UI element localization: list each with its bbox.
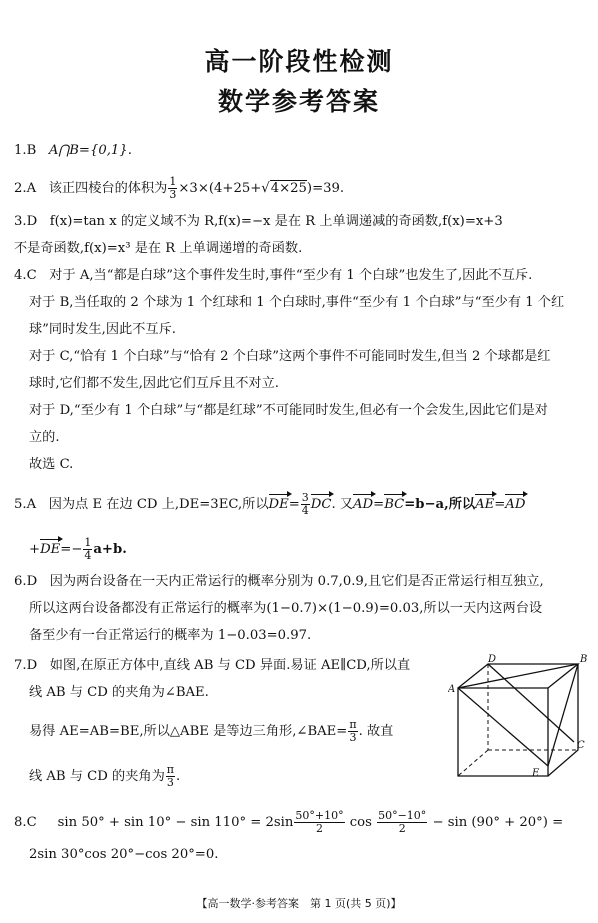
answer-4-line-7: 立的. <box>29 430 60 445</box>
answer-2-text-mid: ×3×(4+25+ <box>178 181 262 196</box>
answer-2-text-post: )=39. <box>306 181 345 196</box>
label-E: E <box>532 768 540 779</box>
fraction-denominator: 3 <box>166 776 174 789</box>
answer-6-line-3: 备至少有一台正常运行的概率为 1−0.03=0.97. <box>29 628 312 643</box>
answer-7-text-4: 线 AB 与 CD 的夹角为 <box>29 769 165 784</box>
fraction-numerator: 50°+10° <box>295 809 344 822</box>
answer-5-number: 5.A <box>14 497 37 512</box>
vector-AD-2: AD <box>505 497 526 512</box>
plus: + <box>29 542 41 557</box>
answer-2-text-pre: 该正四棱台的体积为 <box>48 181 168 196</box>
edge-DC <box>488 664 574 742</box>
fraction-numerator: π <box>349 718 357 731</box>
label-B: B <box>580 654 588 665</box>
fraction-denominator: 4 <box>301 504 309 517</box>
fraction-denominator: 3 <box>169 188 177 201</box>
answer-6-text: 因为两台设备在一天内正常运行的概率分别为 0.7,0.9,且它们是否正常运行相互独立, <box>49 574 544 589</box>
fraction-denominator: 2 <box>398 822 406 835</box>
answer-1-number: 1.B <box>14 143 37 158</box>
fraction-numerator: 1 <box>169 175 177 188</box>
edge-AB <box>458 664 578 688</box>
fraction <box>294 810 344 835</box>
answer-4-line-1 <box>14 267 532 285</box>
cube-figure <box>448 652 588 782</box>
answer-4-number: 4.C <box>14 268 37 283</box>
fraction-denominator: 3 <box>349 731 357 744</box>
page-subtitle: 数学参考答案 <box>217 87 380 116</box>
answer-5-text: 因为点 E 在边 CD 上,DE=3EC,所以 <box>48 497 269 512</box>
answer-5-text-4: a+b. <box>93 542 127 557</box>
equals: = <box>373 497 385 512</box>
answer-4-line-8: 故选 C. <box>29 457 74 472</box>
answer-6-line-1 <box>14 573 544 591</box>
label-A: A <box>448 684 456 695</box>
cube-front-face <box>458 688 548 776</box>
answer-1 <box>14 142 132 160</box>
answer-7-line-2: 线 AB 与 CD 的夹角为∠BAE. <box>29 685 209 700</box>
answer-3-line-2: 不是奇函数,f(x)=x³ 是在 R 上单调递增的奇函数. <box>14 241 303 256</box>
answer-6-number: 6.D <box>14 574 38 589</box>
edge-AE <box>458 688 548 766</box>
vector-AE: AE <box>475 497 495 512</box>
fraction-numerator: π <box>166 763 175 776</box>
fraction <box>166 764 175 789</box>
answer-6-line-2: 所以这两台设备都没有正常运行的概率为(1−0.7)×(1−0.9)=0.03,所以一天内这两台设 <box>29 601 543 616</box>
vector-DE-2: DE <box>40 542 61 557</box>
sqrt-icon: √ <box>261 181 270 196</box>
fraction-numerator: 3 <box>301 491 309 504</box>
equals-minus: =− <box>60 542 83 557</box>
answer-4-line-6: 对于 D,“至少有 1 个白球”与“都是红球”不可能同时发生,但必有一个会发生,因此它们是对 <box>29 403 548 418</box>
fraction <box>83 537 92 562</box>
answer-4-line-3: 球”同时发生,因此不互斥. <box>29 322 176 337</box>
label-D: D <box>488 654 497 665</box>
answer-3-line-1 <box>14 213 503 231</box>
answer-8-text-2: − sin (90° + 20°) = <box>432 815 564 830</box>
answer-8-text: sin 50° + sin 10° − sin 110° = 2sin <box>57 815 294 830</box>
fraction <box>301 492 310 517</box>
answer-7-line-1 <box>14 657 410 675</box>
fraction <box>348 719 357 744</box>
answer-2-number: 2.A <box>14 181 37 196</box>
fraction <box>377 810 427 835</box>
edge-BE <box>548 664 578 766</box>
cos-label: cos <box>349 815 372 830</box>
answer-7-text-3b: . 故直 <box>358 724 394 739</box>
answer-4-text: 对于 A,当“都是白球”这个事件发生时,事件“至少有 1 个白球”也发生了,因此不互斥. <box>49 268 533 283</box>
answer-5-line-1 <box>14 492 525 517</box>
answer-8-line-2: 2sin 30°cos 20°−cos 20°=0. <box>29 847 219 862</box>
fraction-denominator: 2 <box>315 822 323 835</box>
answer-7-text: 如图,在原正方体中,直线 AB 与 CD 异面.易证 AE∥CD,所以直 <box>49 658 411 673</box>
equals: = <box>288 497 300 512</box>
answer-4-line-5: 球时,它们都不发生,因此它们互斥且不对立. <box>29 376 279 391</box>
fraction-denominator: 4 <box>84 549 92 562</box>
answer-7-line-4 <box>29 764 180 789</box>
page-title: 高一阶段性检测 <box>204 47 394 76</box>
vector-DE: DE <box>268 497 289 512</box>
fraction-numerator: 1 <box>84 536 92 549</box>
answer-5-text-2: . 又 <box>331 497 354 512</box>
equals: = <box>494 497 506 512</box>
answer-3-number: 3.D <box>14 214 38 229</box>
fraction-numerator: 50°−10° <box>378 809 427 822</box>
answer-2 <box>14 176 344 201</box>
answer-4-line-4: 对于 C,“恰有 1 个白球”与“恰有 2 个白球”这两个事件不可能同时发生,但当 2 个球都是红 <box>29 349 551 364</box>
answer-7-text-3: 易得 AE=AB=BE,所以△ABE 是等边三角形,∠BAE= <box>29 724 348 739</box>
answer-8-number: 8.C <box>14 815 37 830</box>
answer-3-text: f(x)=tan x 的定义域不为 R,f(x)=−x 是在 R 上单调递减的奇函数,f(x)=x+3 <box>49 214 503 229</box>
sqrt-content: 4×25 <box>270 181 307 196</box>
answer-5-text-3: =b−a,所以 <box>404 497 476 512</box>
answer-1-text: A⋂B={0,1}. <box>48 143 132 158</box>
answer-8-line-1 <box>14 810 563 835</box>
vector-BC: BC <box>384 497 405 512</box>
answer-7-line-3 <box>29 719 393 744</box>
label-C: C <box>577 740 585 751</box>
page-footer: 【高一数学·参考答案 第 1 页(共 5 页)】 <box>196 897 402 910</box>
answer-4-line-2: 对于 B,当任取的 2 个球为 1 个红球和 1 个白球时,事件“至少有 1 个白球”与“至少有 1 个红 <box>29 295 565 310</box>
vector-AD: AD <box>353 497 374 512</box>
answer-7-text-4b: . <box>176 769 181 784</box>
answer-5-line-2 <box>29 537 127 562</box>
vector-DC: DC <box>310 497 332 512</box>
answer-7-number: 7.D <box>14 658 38 673</box>
hidden-edge-left <box>458 750 488 776</box>
fraction <box>168 176 177 201</box>
